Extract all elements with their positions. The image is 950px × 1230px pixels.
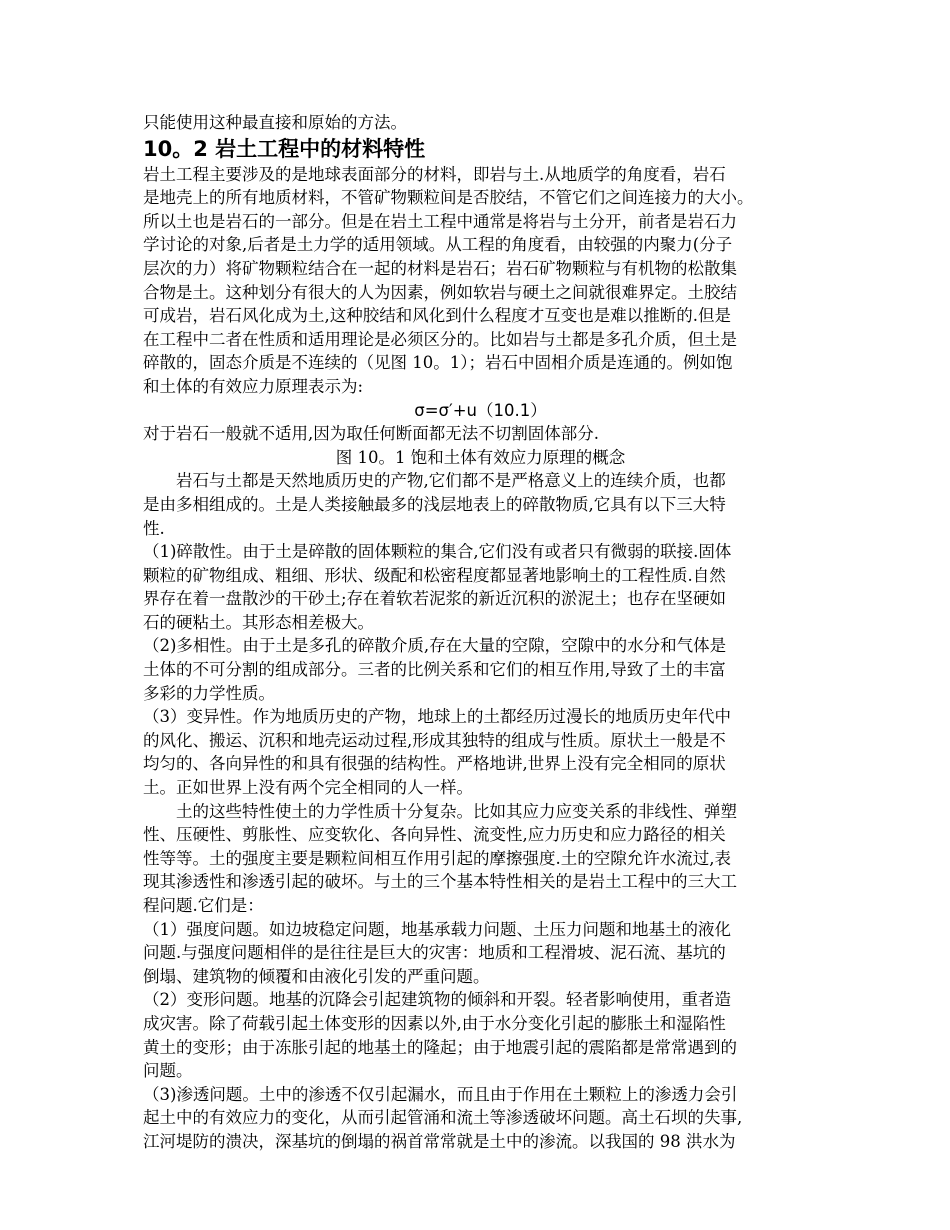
list-item-line: 起土中的有效应力的变化，从而引起管涌和流土等渗透破坏问题。高土石坝的失事, [143, 1108, 743, 1128]
paragraph-line: 土的这些特性使土的力学性质十分复杂。比如其应力应变关系的非线性、弹塑 [143, 801, 737, 821]
list-item-line: （3）变异性。作为地质历史的产物，地球上的土都经历过漫长的地质历史年代中 [143, 707, 731, 727]
list-item-line: 问题.与强度问题相伴的是往往是巨大的灾害：地质和工程滑坡、泥石流、基坑的 [143, 943, 726, 963]
list-item-line: 的风化、搬运、沉积和地壳运动过程,形成其独特的组成与性质。原状土一般是不 [143, 730, 726, 750]
list-item-line: 黄土的变形；由于冻胀引起的地基土的隆起；由于地震引起的震陷都是常常遇到的 [143, 1037, 737, 1057]
paragraph-line: 在工程中二者在性质和适用理论是必须区分的。比如岩与土都是多孔介质，但土是 [143, 329, 737, 349]
list-item-line: 颗粒的矿物组成、粗细、形状、级配和松密程度都显著地影响土的工程性质.自然 [143, 565, 726, 585]
list-item-line: 界存在着一盘散沙的干砂土;存在着软若泥浆的新近沉积的淤泥土；也存在坚硬如 [143, 589, 727, 609]
paragraph-line: 所以土也是岩石的一部分。但是在岩土工程中通常是将岩与土分开，前者是岩石力 [143, 211, 737, 231]
paragraph-line: 是地壳上的所有地质材料，不管矿物颗粒间是否胶结，不管它们之间连接力的大小。 [143, 188, 754, 208]
paragraph-line: 岩石与土都是天然地质历史的产物,它们都不是严格意义上的连续介质，也都 [143, 471, 726, 491]
list-item-line: 多彩的力学性质。 [143, 683, 275, 703]
document-page [143, 111, 818, 1154]
figure-caption: 图 10。1 饱和土体有效应力原理的概念 [335, 447, 626, 467]
paragraph-line: 程问题.它们是： [143, 896, 264, 915]
list-item-line: 土体的不可分割的组成部分。三者的比例关系和它们的相互作用,导致了土的丰富 [143, 660, 726, 680]
paragraph-line: 性. [143, 518, 165, 538]
list-item-line: （1)碎散性。由于土是碎散的固体颗粒的集合,它们没有或者只有微弱的联接.固体 [143, 542, 732, 562]
paragraph-line: 性、压硬性、剪胀性、应变软化、各向异性、流变性,应力历史和应力路径的相关 [143, 825, 726, 845]
paragraph-line: 层次的力）将矿物颗粒结合在一起的材料是岩石；岩石矿物颗粒与有机物的松散集 [143, 258, 737, 278]
paragraph-line: 合物是土。这种划分有很大的人为因素，例如软岩与硬土之间就很难界定。土胶结 [143, 282, 737, 302]
list-item-line: 江河堤防的溃决，深基坑的倒塌的祸首常常就是土中的渗流。以我国的 98 洪水为 [143, 1131, 736, 1151]
section-heading: 10。2 岩土工程中的材料特性 [143, 136, 426, 161]
list-item-line: 石的硬粘土。其形态相差极大。 [143, 612, 374, 632]
text-line: 只能使用这种最直接和原始的方法。 [143, 113, 407, 132]
list-item-line: （2）变形问题。地基的沉降会引起建筑物的倾斜和开裂。轻者影响使用，重者造 [143, 990, 731, 1010]
list-item-line: （1）强度问题。如边坡稳定问题，地基承载力问题、土压力问题和地基土的液化 [143, 919, 731, 939]
list-item-line: 均匀的、各向异性的和具有很强的结构性。严格地讲,世界上没有完全相同的原状 [143, 754, 726, 774]
paragraph-line: 岩土工程主要涉及的是地球表面部分的材料，即岩与土.从地质学的角度看，岩石 [143, 164, 726, 184]
paragraph-line: 和土体的有效应力原理表示为: [143, 376, 364, 396]
list-item-line: 土。正如世界上没有两个完全相同的人一样。 [143, 778, 473, 798]
list-item-line: 倒塌、建筑物的倾覆和由液化引发的严重问题。 [143, 966, 490, 986]
paragraph-line: 对于岩石一般就不适用,因为取任何断面都无法不切割固体部分. [143, 424, 599, 444]
list-item-line: 成灾害。除了荷载引起土体变形的因素以外,由于水分变化引起的膨胀土和湿陷性 [143, 1013, 726, 1033]
paragraph-line: 学讨论的对象,后者是土力学的适用领域。从工程的角度看，由较强的内聚力(分子 [143, 235, 733, 255]
paragraph-line: 可成岩，岩石风化成为土,这种胶结和风化到什么程度才互变也是难以推断的.但是 [143, 306, 731, 326]
equation: σ=σ′+u（10.1） [414, 400, 547, 420]
paragraph-line: 碎散的，固态介质是不连续的（见图 10。1）；岩石中固相介质是连通的。例如饱 [143, 353, 733, 373]
list-item-line: （2)多相性。由于土是多孔的碎散介质,存在大量的空隙，空隙中的水分和气体是 [143, 636, 727, 656]
list-item-line: （3)渗透问题。土中的渗透不仅引起漏水，而且由于作用在土颗粒上的渗透力会引 [143, 1084, 738, 1104]
paragraph-line: 是由多相组成的。土是人类接触最多的浅层地表上的碎散物质,它具有以下三大特 [143, 494, 726, 514]
paragraph-line: 现其渗透性和渗透引起的破坏。与土的三个基本特性相关的是岩土工程中的三大工 [143, 872, 737, 892]
list-item-line: 问题。 [143, 1061, 193, 1081]
paragraph-line: 性等等。土的强度主要是颗粒间相互作用引起的摩擦强度.土的空隙允许水流过,表 [143, 848, 731, 868]
